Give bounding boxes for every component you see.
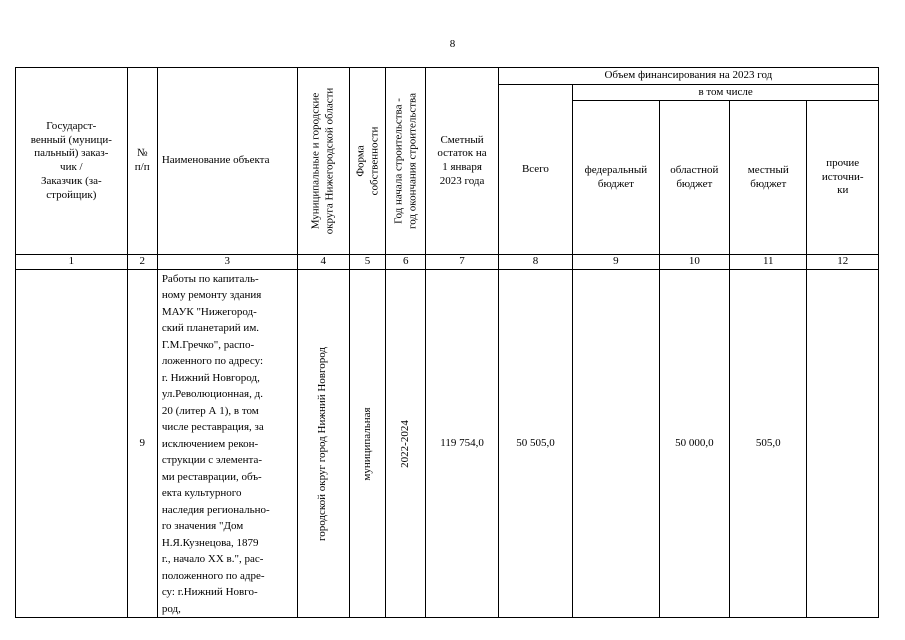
header-federal: федеральный бюджет <box>573 101 659 255</box>
col-num-7: 7 <box>426 255 498 270</box>
row-object-name: Работы по капиталь- ному ремонту здания МАУК "Нижегород- ский планетарий им. Г.М.Гречко", распо- ложенного по адресу: г. Нижний Новгород, ул.Революционная, д. 20 (литер А 1), в том числе реставрация, за исключением рекон- струкции с элемента- ми реставрации, объ- екта культурного наследия регионально- го значения "Дом Н.Я.Кузнецова, 1879 г., начало XX в.", рас- положенного по адре- су: г.Нижний Новго- род, <box>157 269 297 618</box>
row-federal <box>573 269 659 618</box>
header-ownership: Форма собственности <box>349 68 385 255</box>
col-num-4: 4 <box>297 255 349 270</box>
row-num: 9 <box>127 269 157 618</box>
col-num-10: 10 <box>659 255 729 270</box>
col-num-11: 11 <box>730 255 807 270</box>
column-number-row <box>16 255 879 270</box>
page-number: 8 <box>449 38 456 50</box>
funding-table <box>15 67 879 618</box>
row-local: 505,0 <box>730 269 807 618</box>
header-object-name: Наименование объекта <box>157 68 297 255</box>
header-row-1 <box>16 68 879 85</box>
col-num-3: 3 <box>157 255 297 270</box>
row-customer <box>16 269 128 618</box>
row-years: 2022-2024 <box>386 269 426 618</box>
header-customer: Государст- венный (муници- пальный) заказ- чик / Заказчик (за- стройщик) <box>16 68 128 255</box>
row-regional: 50 000,0 <box>659 269 729 618</box>
col-num-6: 6 <box>386 255 426 270</box>
row-estimate: 119 754,0 <box>426 269 498 618</box>
col-num-5: 5 <box>349 255 385 270</box>
header-local: местный бюджет <box>730 101 807 255</box>
col-num-9: 9 <box>573 255 659 270</box>
header-funding: Объем финансирования на 2023 год <box>498 68 878 85</box>
header-estimate: Сметный остаток на 1 января 2023 года <box>426 68 498 255</box>
col-num-1: 1 <box>16 255 128 270</box>
table-row <box>16 269 879 618</box>
header-incl: в том числе <box>573 85 879 101</box>
row-ownership: муниципальная <box>349 269 385 618</box>
row-other <box>807 269 879 618</box>
header-num: № п/п <box>127 68 157 255</box>
col-num-12: 12 <box>807 255 879 270</box>
col-num-2: 2 <box>127 255 157 270</box>
header-municipality: Муниципальные и городские округа Нижегородской области <box>297 68 349 255</box>
header-years: Год начала строительства - год окончания строительства <box>386 68 426 255</box>
header-regional: областной бюджет <box>659 101 729 255</box>
row-total: 50 505,0 <box>498 269 572 618</box>
header-other: прочие источни- ки <box>807 101 879 255</box>
col-num-8: 8 <box>498 255 572 270</box>
row-municipality: городской округ город Нижний Новгород <box>297 269 349 618</box>
header-total: Всего <box>498 85 572 255</box>
